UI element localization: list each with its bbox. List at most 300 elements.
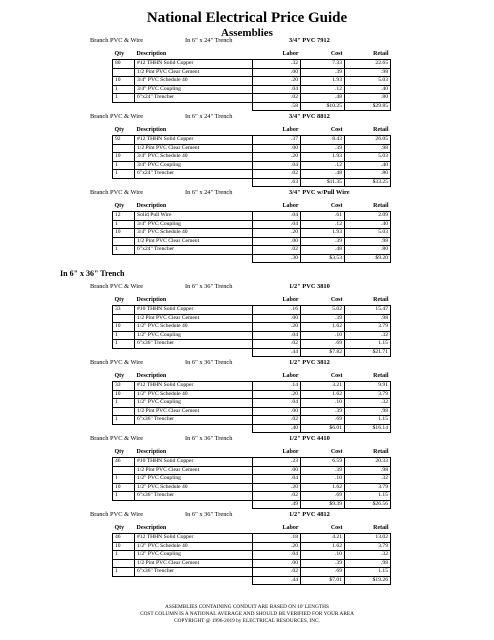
cell-retail: 3.79 [345, 390, 391, 399]
cell-retail: .32 [345, 331, 391, 340]
cell-retail: 13.02 [345, 534, 391, 543]
cell-description: 1/2 Pint PVC Clear Cement [135, 559, 253, 568]
cell-labor: .02 [253, 416, 301, 425]
totals-row [113, 424, 391, 433]
total-retail: $33.25 [345, 178, 391, 187]
cell-cost: 1.62 [301, 390, 345, 399]
cell-description: 6"x24" Trencher [135, 170, 253, 179]
cell-description: 1/2" PVC Coupling [135, 331, 253, 340]
cell-qty: 33 [113, 382, 135, 391]
cell-qty: 1 [113, 340, 135, 349]
cell-qty: 1 [113, 170, 135, 179]
cell-labor: .00 [253, 237, 301, 246]
cell-labor: .04 [253, 212, 301, 221]
col-labor-header: Labor [253, 448, 301, 458]
table-row [113, 161, 391, 170]
total-labor: .30 [253, 254, 301, 263]
totals-spacer [113, 424, 135, 433]
cell-description: Solid Pull Wire [135, 212, 253, 221]
cell-qty: 1 [113, 475, 135, 484]
cell-labor: .04 [253, 220, 301, 229]
cell-labor: .00 [253, 68, 301, 77]
cell-labor: .16 [253, 306, 301, 315]
cell-qty [113, 407, 135, 416]
totals-spacer [135, 178, 253, 187]
cell-description: 3/4" PVC Schedule 40 [135, 153, 253, 162]
cell-description: 1/2" PVC Coupling [135, 551, 253, 560]
table-row [113, 390, 391, 399]
cell-cost: .12 [301, 220, 345, 229]
totals-row [113, 500, 391, 509]
cell-cost: 1.62 [301, 542, 345, 551]
total-cost: $6.01 [301, 424, 345, 433]
cell-qty: 1 [113, 331, 135, 340]
cell-qty: 10 [113, 153, 135, 162]
totals-spacer [135, 348, 253, 357]
table-row [113, 237, 391, 246]
cell-cost: .10 [301, 399, 345, 408]
cell-cost: 1.62 [301, 323, 345, 332]
cell-cost: .10 [301, 551, 345, 560]
cell-retail: .40 [345, 85, 391, 94]
cell-description: 3/4" PVC Schedule 40 [135, 229, 253, 238]
col-qty-header: Qty [113, 448, 135, 458]
col-cost-header: Cost [301, 372, 345, 382]
cell-qty: 1 [113, 161, 135, 170]
cell-qty [113, 237, 135, 246]
table-row [113, 407, 391, 416]
cell-cost: .48 [301, 94, 345, 103]
cell-retail: .40 [345, 161, 391, 170]
cell-labor: .04 [253, 551, 301, 560]
cell-retail: .80 [345, 246, 391, 255]
cell-cost: 5.02 [301, 306, 345, 315]
assembly-category: Branch PVC & Wire [90, 435, 144, 442]
cell-description: 1/2 Pint PVC Clear Cement [135, 68, 253, 77]
table-header-row [113, 372, 391, 382]
assembly-trench: In 6" x 36" Trench [185, 511, 233, 518]
totals-spacer [113, 102, 135, 111]
cell-labor: .00 [253, 314, 301, 323]
cell-description: 6"x36" Trencher [135, 568, 253, 577]
cell-cost: 1.93 [301, 153, 345, 162]
cell-cost: .39 [301, 559, 345, 568]
cell-retail: 26.05 [345, 136, 391, 145]
cell-description: 6"x36" Trencher [135, 416, 253, 425]
cell-cost: .39 [301, 314, 345, 323]
totals-spacer [113, 254, 135, 263]
cell-description: 1/2 Pint PVC Clear Cement [135, 407, 253, 416]
total-cost: $3.53 [301, 254, 345, 263]
cell-labor: .00 [253, 559, 301, 568]
cell-cost: .69 [301, 416, 345, 425]
trench-section-title: In 6" x 36" Trench [60, 269, 125, 278]
table-row [113, 492, 391, 501]
table-row [113, 246, 391, 255]
assembly-category: Branch PVC & Wire [90, 113, 144, 120]
total-cost: $7.82 [301, 348, 345, 357]
totals-spacer [113, 576, 135, 585]
table-row [113, 475, 391, 484]
assembly-name: 1/2" PVC 4812 [289, 511, 330, 518]
cell-cost: .10 [301, 475, 345, 484]
assembly-heading [90, 113, 410, 122]
table-row [113, 220, 391, 229]
cell-qty: 10 [113, 323, 135, 332]
cell-retail: 1.15 [345, 568, 391, 577]
cell-cost: 6.59 [301, 458, 345, 467]
table-row [113, 85, 391, 94]
cell-retail: 5.03 [345, 153, 391, 162]
col-description-header: Description [135, 202, 253, 212]
cell-labor: .00 [253, 466, 301, 475]
cell-labor: .02 [253, 246, 301, 255]
cell-labor: .04 [253, 475, 301, 484]
total-retail: $26.56 [345, 500, 391, 509]
totals-spacer [135, 254, 253, 263]
table-row [113, 153, 391, 162]
cell-cost: .69 [301, 340, 345, 349]
cell-retail: .98 [345, 314, 391, 323]
cell-labor: .00 [253, 144, 301, 153]
cell-description: #12 THHN Solid Copper [135, 382, 253, 391]
cell-qty: 1 [113, 568, 135, 577]
totals-row [113, 254, 391, 263]
cell-retail: 3.79 [345, 483, 391, 492]
cell-labor: .20 [253, 77, 301, 86]
footer-line-2: COST COLUMN IS A NATIONAL AVERAGE AND SHOULD BE VERIFIED FOR YOUR AREA [140, 611, 354, 617]
col-labor-header: Labor [253, 126, 301, 136]
col-description-header: Description [135, 372, 253, 382]
table-row [113, 559, 391, 568]
totals-spacer [135, 424, 253, 433]
cell-qty: 10 [113, 229, 135, 238]
cell-description: 1/2" PVC Schedule 40 [135, 390, 253, 399]
col-qty-header: Qty [113, 372, 135, 382]
cell-description: 1/2 Pint PVC Clear Cement [135, 144, 253, 153]
assembly-table [112, 372, 391, 433]
cell-qty: 80 [113, 60, 135, 69]
cell-labor: .04 [253, 399, 301, 408]
cell-labor: .02 [253, 492, 301, 501]
assembly-heading [90, 435, 410, 444]
table-row [113, 314, 391, 323]
col-cost-header: Cost [301, 126, 345, 136]
table-header-row [113, 202, 391, 212]
page-subtitle: Assemblies [221, 27, 273, 39]
assembly-heading [90, 37, 410, 46]
col-labor-header: Labor [253, 202, 301, 212]
cell-cost: 1.93 [301, 229, 345, 238]
cell-qty: 33 [113, 306, 135, 315]
cell-qty: 46 [113, 458, 135, 467]
cell-description: 1/2" PVC Coupling [135, 399, 253, 408]
cell-cost: 8.43 [301, 136, 345, 145]
cell-qty: 1 [113, 94, 135, 103]
cell-retail: 1.15 [345, 492, 391, 501]
table-header-row [113, 126, 391, 136]
cell-labor: .02 [253, 340, 301, 349]
cell-labor: .04 [253, 85, 301, 94]
cell-qty [113, 144, 135, 153]
assembly-trench: In 6" x 36" Trench [185, 283, 233, 290]
total-labor: .63 [253, 178, 301, 187]
cell-description: 1/2" PVC Coupling [135, 475, 253, 484]
cell-labor: .20 [253, 229, 301, 238]
assembly-heading [90, 283, 410, 292]
col-retail-header: Retail [345, 126, 391, 136]
table-row [113, 144, 391, 153]
cell-qty: 1 [113, 246, 135, 255]
cell-description: 3/4" PVC Coupling [135, 161, 253, 170]
cell-qty: 1 [113, 492, 135, 501]
col-description-header: Description [135, 296, 253, 306]
assembly-name: 1/2" PVC 3810 [289, 283, 330, 290]
col-retail-header: Retail [345, 202, 391, 212]
cell-retail: .80 [345, 170, 391, 179]
cell-qty: 10 [113, 542, 135, 551]
cell-retail: .40 [345, 220, 391, 229]
col-description-header: Description [135, 50, 253, 60]
col-labor-header: Labor [253, 524, 301, 534]
cell-retail: 3.79 [345, 323, 391, 332]
table-row [113, 382, 391, 391]
cell-qty: 92 [113, 136, 135, 145]
cell-retail: .98 [345, 466, 391, 475]
table-row [113, 416, 391, 425]
footer-line-1: ASSEMBLIES CONTAINING CONDUIT ARE BASED ON 10' LENGTHS [165, 604, 329, 610]
cell-qty: 1 [113, 416, 135, 425]
cell-retail: 22.65 [345, 60, 391, 69]
table-row [113, 534, 391, 543]
page-title: National Electrical Price Guide [146, 10, 348, 26]
assembly-trench: In 6" x 24" Trench [185, 189, 233, 196]
table-row [113, 68, 391, 77]
cell-retail: 15.47 [345, 306, 391, 315]
cell-cost: .39 [301, 68, 345, 77]
totals-spacer [113, 178, 135, 187]
cell-cost: 1.93 [301, 77, 345, 86]
table-row [113, 212, 391, 221]
cell-labor: .20 [253, 153, 301, 162]
assembly-heading [90, 511, 410, 520]
cell-qty: 10 [113, 483, 135, 492]
cell-description: 1/2 Pint PVC Clear Cement [135, 466, 253, 475]
totals-row [113, 102, 391, 111]
cell-qty [113, 68, 135, 77]
cell-labor: .18 [253, 534, 301, 543]
table-header-row [113, 524, 391, 534]
table-row [113, 170, 391, 179]
col-qty-header: Qty [113, 50, 135, 60]
totals-row [113, 576, 391, 585]
col-qty-header: Qty [113, 202, 135, 212]
total-cost: $7.01 [301, 576, 345, 585]
assembly-category: Branch PVC & Wire [90, 283, 144, 290]
assembly-table [112, 296, 391, 357]
totals-spacer [113, 500, 135, 509]
cell-retail: .98 [345, 237, 391, 246]
table-header-row [113, 50, 391, 60]
total-cost: $9.39 [301, 500, 345, 509]
cell-qty: 1 [113, 85, 135, 94]
col-retail-header: Retail [345, 296, 391, 306]
col-labor-header: Labor [253, 296, 301, 306]
cell-cost: 1.62 [301, 483, 345, 492]
cell-description: 6"x24" Trencher [135, 246, 253, 255]
cell-qty: 10 [113, 390, 135, 399]
cell-retail: .32 [345, 475, 391, 484]
table-header-row [113, 448, 391, 458]
cell-labor: .32 [253, 60, 301, 69]
cell-retail: 5.03 [345, 77, 391, 86]
col-retail-header: Retail [345, 448, 391, 458]
assembly-table [112, 126, 391, 187]
totals-spacer [135, 500, 253, 509]
total-cost: $11.35 [301, 178, 345, 187]
cell-retail: .98 [345, 68, 391, 77]
cell-qty [113, 466, 135, 475]
total-retail: $19.26 [345, 576, 391, 585]
cell-description: 6"x24" Trencher [135, 94, 253, 103]
assembly-table [112, 202, 391, 263]
totals-spacer [135, 576, 253, 585]
total-retail: $16.14 [345, 424, 391, 433]
cell-cost: .61 [301, 212, 345, 221]
table-row [113, 568, 391, 577]
cell-cost: .69 [301, 568, 345, 577]
cell-description: #12 THHN Solid Copper [135, 534, 253, 543]
cell-qty: 1 [113, 551, 135, 560]
assembly-category: Branch PVC & Wire [90, 511, 144, 518]
cell-retail: .80 [345, 94, 391, 103]
cell-description: 1/2" PVC Schedule 40 [135, 323, 253, 332]
cell-cost: .39 [301, 144, 345, 153]
table-row [113, 60, 391, 69]
totals-row [113, 348, 391, 357]
cell-labor: .14 [253, 382, 301, 391]
table-row [113, 306, 391, 315]
cell-qty: 1 [113, 220, 135, 229]
cell-description: #12 THHN Solid Copper [135, 136, 253, 145]
assembly-name: 1/2" PVC 3812 [289, 359, 330, 366]
cell-retail: 1.15 [345, 340, 391, 349]
cell-retail: 9.91 [345, 382, 391, 391]
cell-cost: 7.33 [301, 60, 345, 69]
col-description-header: Description [135, 448, 253, 458]
col-qty-header: Qty [113, 524, 135, 534]
cell-qty: 46 [113, 534, 135, 543]
cell-description: 1/2 Pint PVC Clear Cement [135, 314, 253, 323]
cell-description: 1/2" PVC Schedule 40 [135, 483, 253, 492]
total-labor: .40 [253, 424, 301, 433]
assembly-category: Branch PVC & Wire [90, 189, 144, 196]
col-retail-header: Retail [345, 50, 391, 60]
col-retail-header: Retail [345, 372, 391, 382]
total-retail: $21.71 [345, 348, 391, 357]
cell-labor: .20 [253, 323, 301, 332]
cell-labor: .04 [253, 331, 301, 340]
cell-retail: 20.33 [345, 458, 391, 467]
cell-retail: .32 [345, 399, 391, 408]
cell-description: 3/4" PVC Coupling [135, 220, 253, 229]
assembly-table [112, 50, 391, 111]
cell-description: #10 THHN Solid Copper [135, 458, 253, 467]
table-header-row [113, 296, 391, 306]
table-row [113, 483, 391, 492]
col-qty-header: Qty [113, 126, 135, 136]
cell-retail: 2.09 [345, 212, 391, 221]
totals-spacer [113, 348, 135, 357]
cell-cost: 4.21 [301, 534, 345, 543]
table-row [113, 94, 391, 103]
cell-cost: .48 [301, 170, 345, 179]
col-retail-header: Retail [345, 524, 391, 534]
cell-labor: .20 [253, 542, 301, 551]
cell-retail: 5.03 [345, 229, 391, 238]
cell-retail: .98 [345, 559, 391, 568]
assembly-category: Branch PVC & Wire [90, 37, 144, 44]
table-row [113, 331, 391, 340]
table-row [113, 458, 391, 467]
cell-labor: .02 [253, 568, 301, 577]
cell-retail: .32 [345, 551, 391, 560]
cell-labor: .23 [253, 458, 301, 467]
col-qty-header: Qty [113, 296, 135, 306]
assembly-heading [90, 189, 410, 198]
table-row [113, 542, 391, 551]
totals-row [113, 178, 391, 187]
assembly-name: 3/4" PVC w/Pull Wire [289, 189, 350, 196]
assembly-trench: In 6" x 24" Trench [185, 37, 233, 44]
table-row [113, 77, 391, 86]
total-labor: .44 [253, 348, 301, 357]
cell-labor: .37 [253, 136, 301, 145]
cell-labor: .00 [253, 407, 301, 416]
cell-labor: .20 [253, 483, 301, 492]
cell-cost: .39 [301, 237, 345, 246]
assembly-table [112, 524, 391, 585]
assembly-name: 1/2" PVC 4410 [289, 435, 330, 442]
total-retail: $29.85 [345, 102, 391, 111]
total-labor: .58 [253, 102, 301, 111]
assembly-heading [90, 359, 410, 368]
col-cost-header: Cost [301, 202, 345, 212]
col-cost-header: Cost [301, 50, 345, 60]
cell-retail: 3.79 [345, 542, 391, 551]
total-labor: .49 [253, 500, 301, 509]
cell-cost: .39 [301, 466, 345, 475]
cell-description: 3/4" PVC Schedule 40 [135, 77, 253, 86]
col-labor-header: Labor [253, 50, 301, 60]
cell-cost: 3.21 [301, 382, 345, 391]
table-row [113, 466, 391, 475]
table-row [113, 229, 391, 238]
table-row [113, 323, 391, 332]
cell-description: 1/2" PVC Schedule 40 [135, 542, 253, 551]
col-labor-header: Labor [253, 372, 301, 382]
cell-description: 6"x36" Trencher [135, 492, 253, 501]
cell-qty [113, 559, 135, 568]
total-cost: $10.25 [301, 102, 345, 111]
totals-spacer [135, 102, 253, 111]
cell-description: #12 THHN Solid Copper [135, 60, 253, 69]
assembly-category: Branch PVC & Wire [90, 359, 144, 366]
cell-cost: .39 [301, 407, 345, 416]
cell-qty [113, 314, 135, 323]
total-labor: .44 [253, 576, 301, 585]
cell-labor: .02 [253, 94, 301, 103]
